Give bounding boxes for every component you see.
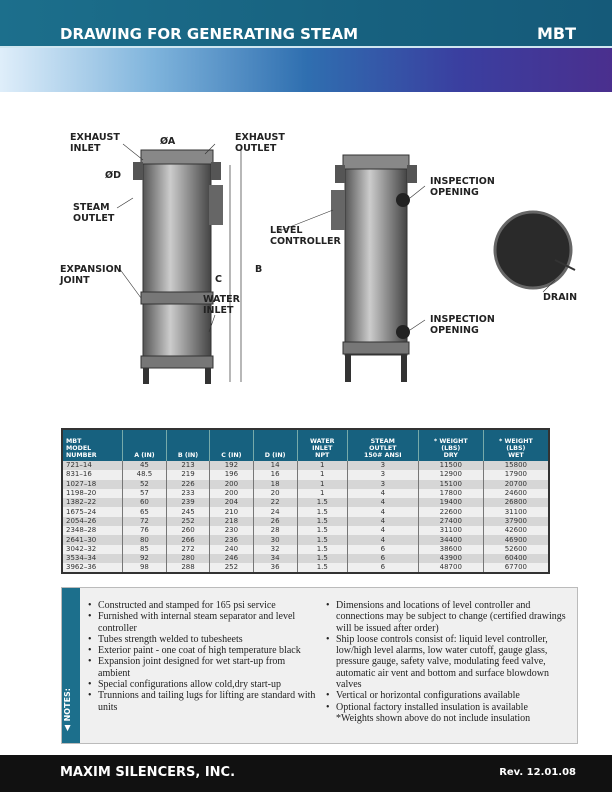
label-steam-outlet-1: STEAM <box>73 202 110 213</box>
table-cell: 240 <box>210 545 253 554</box>
table-header-row <box>62 429 549 461</box>
table-cell: 30 <box>253 535 297 544</box>
notes-label: ▲ NOTES: <box>63 687 72 733</box>
label-exhaust-outlet-1: EXHAUST <box>235 132 285 143</box>
note-item: • Expansion joint designed for wet start-up from ambient <box>88 656 318 679</box>
label-expansion-joint-2: JOINT <box>60 275 90 286</box>
table-row <box>62 526 549 535</box>
note-item: • Furnished with internal steam separator and level controller <box>88 611 318 634</box>
label-exhaust-inlet-1: EXHAUST <box>70 132 120 143</box>
table-cell: 42600 <box>483 526 549 535</box>
column-header <box>253 429 297 461</box>
label-dim-b: B <box>255 264 263 275</box>
table-cell: 36 <box>253 563 297 573</box>
table-cell: 6 <box>347 545 418 554</box>
column-header-line: WATER <box>310 438 335 445</box>
column-header-line: (LBS) <box>506 445 526 452</box>
table-cell: 721–14 <box>62 461 123 470</box>
note-item: • Dimensions and locations of level controller and connections may be subject to change (certified drawings will be issued after order) <box>326 600 576 634</box>
table-cell: 19400 <box>418 498 483 507</box>
column-header-line: WET <box>508 452 524 459</box>
label-inspection-bottom-2: OPENING <box>430 325 479 336</box>
notes-sidebar <box>62 588 80 743</box>
table-cell: 4 <box>347 507 418 516</box>
note-item: • Tubes strength welded to tubesheets <box>88 634 318 645</box>
table-cell: 3 <box>347 461 418 470</box>
table-cell: 27400 <box>418 517 483 526</box>
table-cell: 219 <box>166 470 210 479</box>
table-cell: 1 <box>297 461 347 470</box>
table-cell: 34 <box>253 554 297 563</box>
table-cell: 1.5 <box>297 535 347 544</box>
label-drain: DRAIN <box>543 292 578 303</box>
weights-footnote: *Weights shown above do not include insulation <box>336 712 531 724</box>
table-cell: 266 <box>166 535 210 544</box>
table-cell: 4 <box>347 517 418 526</box>
product-name: MBT <box>536 24 576 43</box>
table-cell: 280 <box>166 554 210 563</box>
column-header-line: MODEL <box>66 445 92 452</box>
table-cell: 260 <box>166 526 210 535</box>
revision: Rev. 12.01.08 <box>499 767 576 778</box>
table-cell: 1.5 <box>297 498 347 507</box>
table-cell: 204 <box>210 498 253 507</box>
column-header-line: DRY <box>443 452 458 459</box>
note-item: • Optional factory installed insulation is available <box>326 702 576 713</box>
table-cell: 4 <box>347 489 418 498</box>
specifications-table <box>61 428 550 574</box>
table-cell: 22 <box>253 498 297 507</box>
label-exhaust-inlet-2: INLET <box>70 143 101 154</box>
table-cell: 6 <box>347 563 418 573</box>
table-cell: 22600 <box>418 507 483 516</box>
table-cell: 230 <box>210 526 253 535</box>
label-dim-c: C <box>215 274 222 285</box>
table-cell: 17800 <box>418 489 483 498</box>
middle-vessel <box>331 155 417 382</box>
label-water-inlet-1: WATER <box>203 294 240 305</box>
table-cell: 98 <box>123 563 167 573</box>
note-item: • Vertical or horizontal configurations available <box>326 690 576 701</box>
table-cell: 239 <box>166 498 210 507</box>
label-exhaust-outlet-2: OUTLET <box>235 143 277 154</box>
table-cell: 67700 <box>483 563 549 573</box>
table-cell: 192 <box>210 461 253 470</box>
column-header <box>166 429 210 461</box>
table-row <box>62 563 549 573</box>
column-header-line: B (IN) <box>177 452 199 459</box>
table-cell: 2054–26 <box>62 517 123 526</box>
table-cell: 1.5 <box>297 554 347 563</box>
table-row <box>62 480 549 489</box>
table-cell: 1.5 <box>297 507 347 516</box>
table-row <box>62 517 549 526</box>
label-dim-a: ØA <box>160 136 176 147</box>
table-cell: 831–16 <box>62 470 123 479</box>
table-cell: 14 <box>253 461 297 470</box>
table-cell: 4 <box>347 535 418 544</box>
table-cell: 1.5 <box>297 517 347 526</box>
inspection-opening-detail <box>495 212 575 288</box>
table-cell: 43900 <box>418 554 483 563</box>
table-cell: 1.5 <box>297 545 347 554</box>
table-cell: 6 <box>347 554 418 563</box>
table-cell: 3 <box>347 470 418 479</box>
table-cell: 288 <box>166 563 210 573</box>
table-cell: 16 <box>253 470 297 479</box>
table-cell: 60400 <box>483 554 549 563</box>
table-cell: 1 <box>297 470 347 479</box>
table-row <box>62 545 549 554</box>
column-header-line: (LBS) <box>441 445 461 452</box>
table-cell: 65 <box>123 507 167 516</box>
note-item: • Constructed and stamped for 165 psi service <box>88 600 318 611</box>
table-cell: 85 <box>123 545 167 554</box>
label-dim-d: ØD <box>105 170 121 181</box>
label-inspection-top-2: OPENING <box>430 187 479 198</box>
table-cell: 233 <box>166 489 210 498</box>
table-cell: 80 <box>123 535 167 544</box>
table-cell: 3534–34 <box>62 554 123 563</box>
table-cell: 1027–18 <box>62 480 123 489</box>
table-cell: 92 <box>123 554 167 563</box>
table-cell: 252 <box>210 563 253 573</box>
page-title: DRAWING FOR GENERATING STEAM <box>60 25 358 43</box>
table-cell: 1675–24 <box>62 507 123 516</box>
column-header <box>418 429 483 461</box>
table-cell: 15100 <box>418 480 483 489</box>
table-cell: 252 <box>166 517 210 526</box>
table-cell: 26 <box>253 517 297 526</box>
column-header-line: MBT <box>66 438 82 445</box>
table-cell: 4 <box>347 498 418 507</box>
column-header-line: C (IN) <box>221 452 242 459</box>
table-row <box>62 489 549 498</box>
table-cell: 48.5 <box>123 470 167 479</box>
table-cell: 12900 <box>418 470 483 479</box>
table-cell: 272 <box>166 545 210 554</box>
table-cell: 218 <box>210 517 253 526</box>
notes-column-1 <box>88 600 318 713</box>
column-header <box>297 429 347 461</box>
label-level-controller-2: CONTROLLER <box>270 236 341 247</box>
notes-column-2 <box>326 600 576 724</box>
table-cell: 20 <box>253 489 297 498</box>
table-cell: 196 <box>210 470 253 479</box>
footer <box>0 755 612 792</box>
table-row <box>62 554 549 563</box>
table-cell: 210 <box>210 507 253 516</box>
table-cell: 57 <box>123 489 167 498</box>
table-cell: 1198–20 <box>62 489 123 498</box>
table-cell: 4 <box>347 526 418 535</box>
table-cell: 2641–30 <box>62 535 123 544</box>
table-cell: 24 <box>253 507 297 516</box>
label-expansion-joint-1: EXPANSION <box>60 264 122 275</box>
left-vessel <box>133 150 241 384</box>
table-cell: 32 <box>253 545 297 554</box>
table-body <box>62 461 549 573</box>
table-cell: 48700 <box>418 563 483 573</box>
column-header-line: STEAM <box>370 438 395 445</box>
table-row <box>62 461 549 470</box>
column-header-line: * WEIGHT <box>433 438 468 445</box>
table-cell: 46900 <box>483 535 549 544</box>
table-cell: 200 <box>210 489 253 498</box>
column-header-line: A (IN) <box>134 452 155 459</box>
column-header <box>210 429 253 461</box>
label-inspection-bottom-1: INSPECTION <box>430 314 495 325</box>
table-cell: 1 <box>297 489 347 498</box>
table-cell: 11500 <box>418 461 483 470</box>
table-cell: 28 <box>253 526 297 535</box>
column-header <box>123 429 167 461</box>
column-header <box>483 429 549 461</box>
column-header-line: OUTLET <box>369 445 397 452</box>
table-row <box>62 507 549 516</box>
table-cell: 2348–28 <box>62 526 123 535</box>
label-water-inlet-2: INLET <box>203 305 234 316</box>
table-cell: 37900 <box>483 517 549 526</box>
column-header <box>347 429 418 461</box>
column-header-line: NPT <box>315 452 330 459</box>
company-name: MAXIM SILENCERS, INC. <box>60 765 236 780</box>
table-cell: 1.5 <box>297 526 347 535</box>
table-cell: 3962–36 <box>62 563 123 573</box>
table-cell: 38600 <box>418 545 483 554</box>
table-cell: 52 <box>123 480 167 489</box>
table-cell: 72 <box>123 517 167 526</box>
table-cell: 1382–22 <box>62 498 123 507</box>
table-cell: 60 <box>123 498 167 507</box>
table-cell: 17900 <box>483 470 549 479</box>
table-cell: 1.5 <box>297 563 347 573</box>
table-cell: 45 <box>123 461 167 470</box>
table-row <box>62 470 549 479</box>
table-cell: 15800 <box>483 461 549 470</box>
table-cell: 31100 <box>483 507 549 516</box>
column-header-line: D (IN) <box>264 452 286 459</box>
note-item: • Ship loose controls consist of: liquid level controller, low/high level alarms, low water cutoff, gauge glass, pressure gauge, safety valve, modulating feed valve, automatic air vent and bottom and surface blowdown valves <box>326 634 576 690</box>
table-cell: 236 <box>210 535 253 544</box>
column-header-line: INLET <box>312 445 333 452</box>
table-cell: 213 <box>166 461 210 470</box>
table-cell: 31100 <box>418 526 483 535</box>
notes-box <box>61 587 578 744</box>
steam-generator-drawing <box>55 120 595 395</box>
table-cell: 1 <box>297 480 347 489</box>
table-cell: 18 <box>253 480 297 489</box>
note-item: • Exterior paint - one coat of high temperature black <box>88 645 318 656</box>
table-cell: 3 <box>347 480 418 489</box>
table-cell: 226 <box>166 480 210 489</box>
table-cell: 200 <box>210 480 253 489</box>
column-header-line: * WEIGHT <box>498 438 533 445</box>
table-cell: 76 <box>123 526 167 535</box>
table-cell: 245 <box>166 507 210 516</box>
table-cell: 52600 <box>483 545 549 554</box>
header-banner <box>0 0 612 92</box>
column-header-line: NUMBER <box>66 452 97 459</box>
table-cell: 34400 <box>418 535 483 544</box>
header-divider <box>0 46 612 48</box>
label-inspection-top-1: INSPECTION <box>430 176 495 187</box>
table-row <box>62 498 549 507</box>
note-item: • Special configurations allow cold,dry start-up <box>88 679 318 690</box>
table-row <box>62 535 549 544</box>
table-cell: 3042–32 <box>62 545 123 554</box>
note-item: • Trunnions and tailing lugs for lifting are standard with units <box>88 690 318 713</box>
column-header-line: 150# ANSI <box>363 452 402 459</box>
table-cell: 26800 <box>483 498 549 507</box>
table-cell: 24600 <box>483 489 549 498</box>
column-header <box>62 429 123 461</box>
label-steam-outlet-2: OUTLET <box>73 213 115 224</box>
table-cell: 20700 <box>483 480 549 489</box>
label-level-controller-1: LEVEL <box>270 225 303 236</box>
table-cell: 246 <box>210 554 253 563</box>
header-image-band <box>0 48 612 92</box>
